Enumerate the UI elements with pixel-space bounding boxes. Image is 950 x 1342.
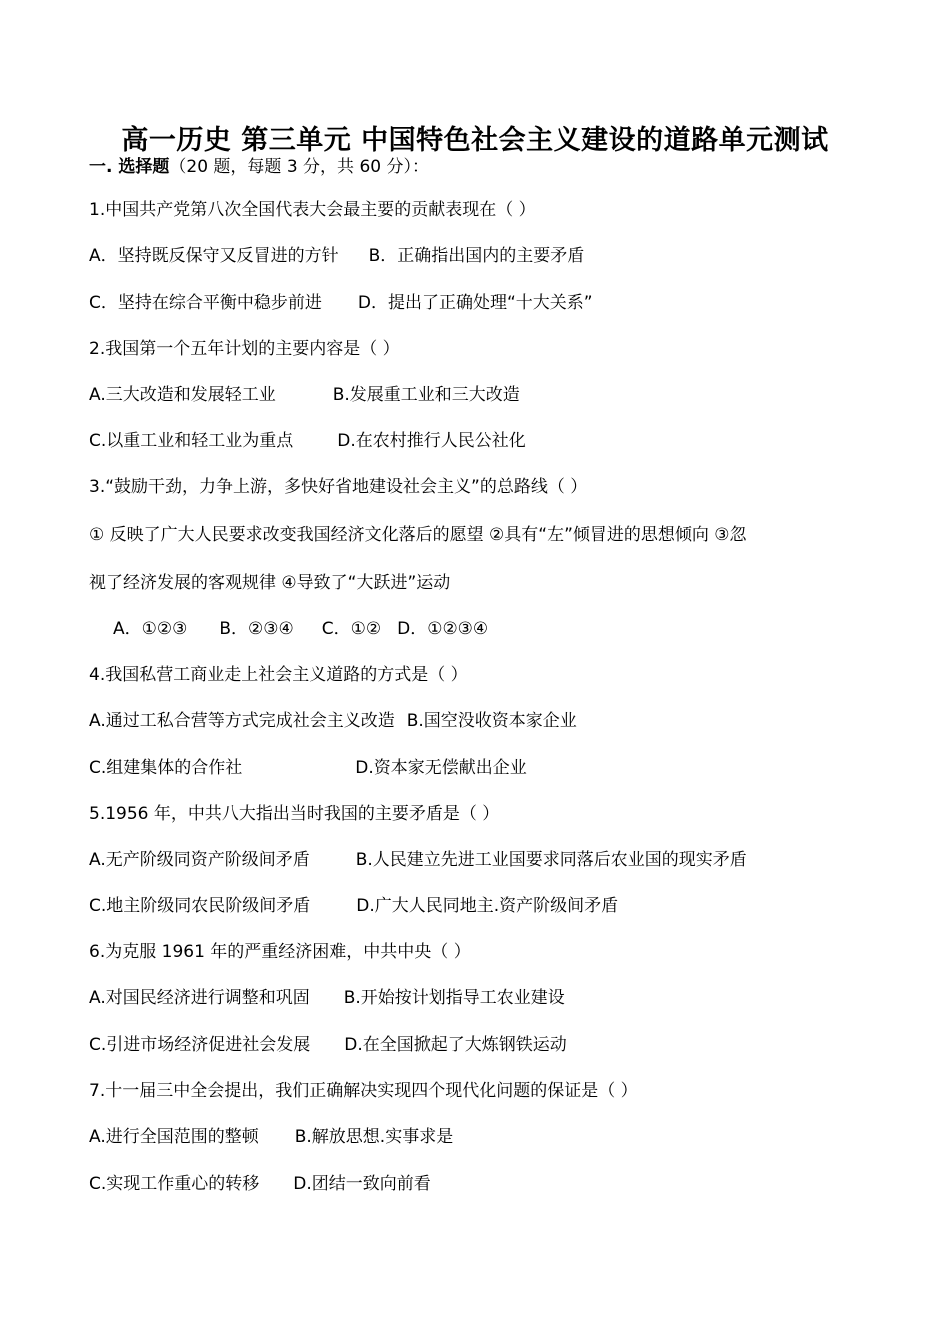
option: B．正确指出国内的主要矛盾 xyxy=(368,246,585,266)
option: D．①②③④ xyxy=(397,619,489,639)
option: D.资本家无偿献出企业 xyxy=(355,758,527,778)
option: C.地主阶级同农民阶级间矛盾 xyxy=(89,896,311,916)
question-stem: 2.我国第一个五年计划的主要内容是（ ） xyxy=(89,339,400,359)
option: D．提出了正确处理“十大关系” xyxy=(357,293,593,313)
option: B.国空没收资本家企业 xyxy=(406,711,577,731)
option-row xyxy=(89,710,577,732)
question-body: ① 反映了广大人民要求改变我国经济文化落后的愿望 ②具有“左”倾冒进的思想倾向 ③忽 xyxy=(89,525,747,545)
option-row xyxy=(89,757,527,779)
option: D.团结一致向前看 xyxy=(293,1174,431,1194)
page-title: 高一历史 第三单元 中国特色社会主义建设的道路单元测试 xyxy=(121,125,829,156)
option: A.无产阶级同资产阶级间矛盾 xyxy=(89,850,310,870)
question-stem: 7.十一届三中全会提出，我们正确解决实现四个现代化问题的保证是（ ） xyxy=(89,1081,638,1101)
option-row xyxy=(89,1126,453,1148)
option-row xyxy=(89,1173,431,1195)
question-stem: 4.我国私营工商业走上社会主义道路的方式是（ ） xyxy=(89,665,468,685)
option: D.广大人民同地主.资产阶级间矛盾 xyxy=(356,896,619,916)
option-row xyxy=(89,895,618,917)
option: C.实现工作重心的转移 xyxy=(89,1174,260,1194)
option: B.解放思想.实事求是 xyxy=(294,1127,454,1147)
option: A.进行全国范围的整顿 xyxy=(89,1127,259,1147)
question-stem: 3.“鼓励干劲，力争上游，多快好省地建设社会主义”的总路线（ ） xyxy=(89,477,588,497)
option-row xyxy=(89,849,747,871)
option: C.组建集体的合作社 xyxy=(89,758,243,778)
question-stem: 1.中国共产党第八次全国代表大会最主要的贡献表现在（ ） xyxy=(89,200,536,220)
option-row xyxy=(89,384,520,406)
option-row xyxy=(89,430,526,452)
option: D.在农村推行人民公社化 xyxy=(337,431,526,451)
section-note: （20 题，每题 3 分，共 60 分）： xyxy=(169,157,429,177)
option: A.三大改造和发展轻工业 xyxy=(89,385,276,405)
option: B.人民建立先进工业国要求同落后农业国的现实矛盾 xyxy=(355,850,747,870)
option: D.在全国掀起了大炼钢铁运动 xyxy=(344,1035,567,1055)
option: C．坚持在综合平衡中稳步前进 xyxy=(89,293,322,313)
option: C.引进市场经济促进社会发展 xyxy=(89,1035,311,1055)
option: C．①② xyxy=(321,619,382,639)
option: A.对国民经济进行调整和巩固 xyxy=(89,988,310,1008)
option-row xyxy=(89,292,593,314)
option: B.发展重工业和三大改造 xyxy=(332,385,520,405)
option-row xyxy=(89,1034,567,1056)
option: B.开始按计划指导工农业建设 xyxy=(343,988,565,1008)
question-body: 视了经济发展的客观规律 ④导致了“大跃进”运动 xyxy=(89,573,451,593)
option: C.以重工业和轻工业为重点 xyxy=(89,431,294,451)
section-heading xyxy=(89,156,429,178)
option: B．②③④ xyxy=(219,619,294,639)
option: A.通过工私合营等方式完成社会主义改造 xyxy=(89,711,395,731)
question-stem: 5.1956 年，中共八大指出当时我国的主要矛盾是（ ） xyxy=(89,804,500,824)
question-stem: 6.为克服 1961 年的严重经济困难，中共中央（ ） xyxy=(89,942,471,962)
option: A．①②③ xyxy=(113,619,188,639)
option-row xyxy=(89,245,584,267)
option: A．坚持既反保守又反冒进的方针 xyxy=(89,246,339,266)
section-label: 一. 选择题 xyxy=(89,157,170,177)
option-row xyxy=(89,987,565,1009)
option-row xyxy=(113,618,488,640)
